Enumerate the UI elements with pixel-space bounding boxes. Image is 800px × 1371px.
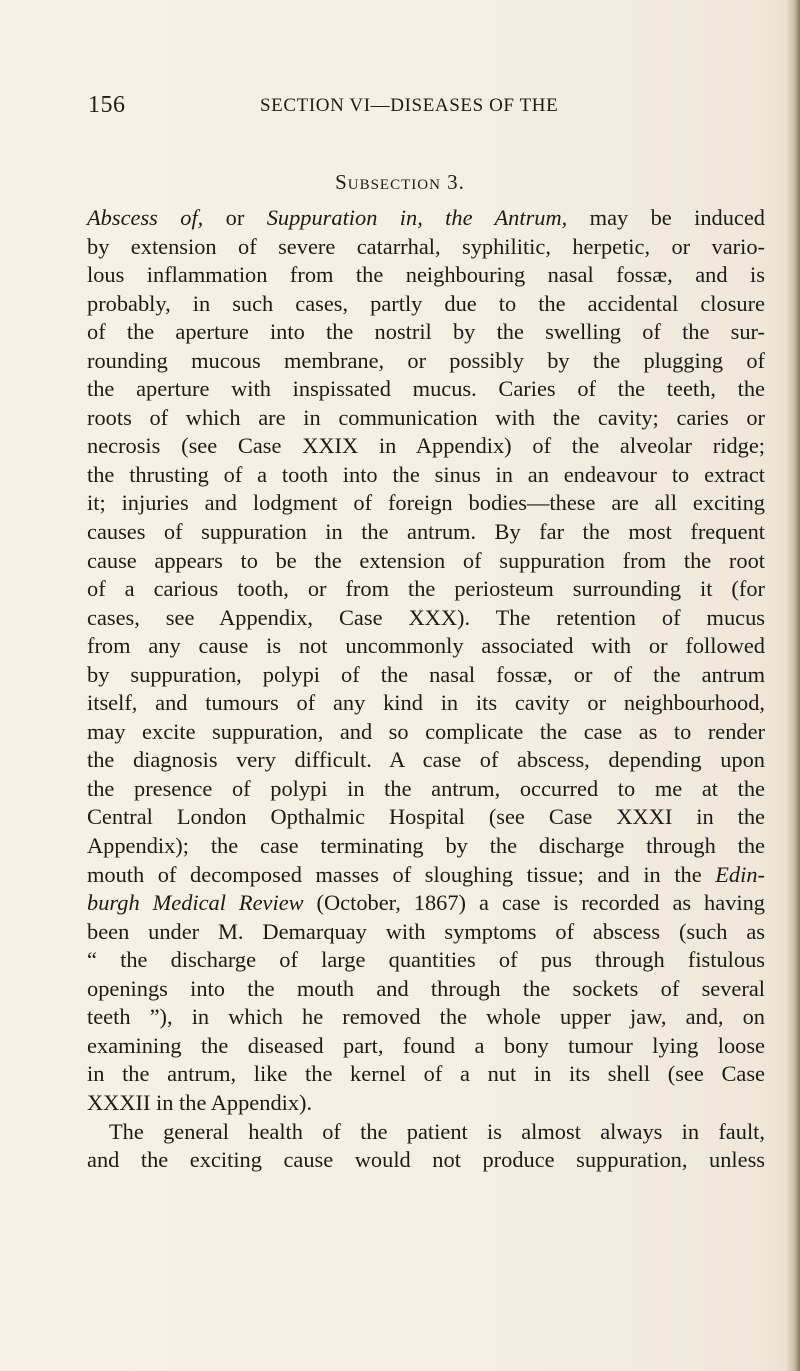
- text-run: probably, in such cases, partly due to the accidental closure: [87, 290, 765, 316]
- text-line: [87, 1003, 765, 1032]
- text-run: may excite suppuration, and so complicate the case as to render: [87, 718, 765, 744]
- text-run: Central London Opthalmic Hospital (see Case XXXI in the: [87, 804, 765, 830]
- text-line: [87, 432, 765, 461]
- text-run: teeth ”), in which he removed the whole upper jaw, and, on: [87, 1004, 765, 1030]
- page-number: 156: [88, 92, 126, 118]
- text-line: [87, 1032, 765, 1061]
- text-run: the thrusting of a tooth into the sinus in an endeavour to extract: [87, 461, 765, 487]
- italic-text: Suppuration in, the Antrum,: [266, 205, 568, 230]
- text-line: [87, 1118, 765, 1147]
- text-run: examining the diseased part, found a bony tumour lying loose: [87, 1032, 765, 1058]
- text-line: [87, 318, 765, 347]
- text-run: in the antrum, like the kernel of a nut in its shell (see Case: [87, 1061, 765, 1087]
- text-line: [87, 347, 765, 376]
- text-run: XXXII in the Appendix).: [87, 1089, 313, 1115]
- italic-text: burgh Medical Review: [87, 890, 304, 916]
- text-run: cases, see Appendix, Case XXX). The retention of mucus: [87, 604, 765, 630]
- text-run: itself, and tumours of any kind in its cavity or neighbourhood,: [87, 690, 765, 716]
- text-line: [87, 1146, 765, 1175]
- running-head-title: SECTION VI—DISEASES OF THE: [260, 95, 559, 116]
- page-edge-shadow: [786, 0, 800, 1371]
- text-line: [87, 489, 765, 518]
- text-line: [87, 718, 765, 747]
- text-line: [87, 832, 765, 861]
- text-run: by suppuration, polypi of the nasal fossæ, or of the antrum: [87, 661, 765, 687]
- text-run: may be induced: [567, 205, 765, 230]
- text-line: [87, 461, 765, 490]
- text-line: [87, 547, 765, 576]
- text-run: of the aperture into the nostril by the swelling of the sur-: [87, 319, 765, 345]
- text-run: Appendix); the case terminating by the discharge through the: [87, 833, 765, 859]
- text-line: [87, 575, 765, 604]
- text-line: [87, 746, 765, 775]
- text-run: by extension of severe catarrhal, syphilitic, herpetic, or vario-: [87, 233, 765, 259]
- text-run: it; injuries and lodgment of foreign bodies—these are all exciting: [87, 490, 765, 516]
- text-line: [87, 889, 765, 918]
- text-line: [87, 661, 765, 690]
- text-line: [87, 975, 765, 1004]
- text-run: been under M. Demarquay with symptoms of abscess (such as: [87, 918, 765, 944]
- text-run: causes of suppuration in the antrum. By far the most frequent: [87, 519, 765, 545]
- text-line: [87, 689, 765, 718]
- text-run: or: [203, 205, 267, 230]
- text-line: [87, 775, 765, 804]
- text-run: the aperture with inspissated mucus. Caries of the teeth, the: [87, 376, 765, 402]
- text-run: (October, 1867) a case is recorded as having: [303, 890, 765, 916]
- text-line: [87, 803, 765, 832]
- text-line: [87, 1060, 765, 1089]
- text-line: [87, 261, 765, 290]
- text-run: of a carious tooth, or from the periosteum surrounding it (for: [87, 576, 765, 602]
- italic-text: Edin-: [715, 861, 765, 887]
- text-run: openings into the mouth and through the sockets of several: [87, 975, 765, 1001]
- text-run: from any cause is not uncommonly associated with or followed: [87, 633, 765, 659]
- text-run: roots of which are in communication with the cavity; caries or: [87, 404, 765, 430]
- text-line: [87, 632, 765, 661]
- text-line: [87, 1089, 765, 1118]
- italic-text: Abscess of,: [87, 205, 204, 230]
- text-line: [87, 861, 765, 890]
- body-text: [87, 204, 765, 1175]
- text-line: [87, 233, 765, 262]
- text-run: the presence of polypi in the antrum, occurred to me at the: [87, 775, 765, 801]
- text-run: lous inflammation from the neighbouring nasal fossæ, and is: [87, 262, 765, 288]
- running-head: [88, 92, 764, 122]
- text-run: The general health of the patient is almost always in fault,: [109, 1118, 765, 1144]
- text-run: cause appears to be the extension of suppuration from the root: [87, 547, 765, 573]
- text-run: rounding mucous membrane, or possibly by the plugging of: [87, 347, 765, 373]
- text-run: the diagnosis very difficult. A case of abscess, depending upon: [87, 747, 765, 773]
- text-line: [87, 290, 765, 319]
- subsection-heading: Subsection 3.: [335, 170, 465, 194]
- text-run: “ the discharge of large quantities of pus through fistulous: [87, 947, 765, 973]
- text-line: [87, 204, 765, 233]
- text-line: [87, 404, 765, 433]
- text-run: necrosis (see Case XXIX in Appendix) of the alveolar ridge;: [87, 433, 765, 459]
- text-line: [87, 518, 765, 547]
- text-line: [87, 946, 765, 975]
- text-run: and the exciting cause would not produce suppuration, unless: [87, 1147, 765, 1173]
- text-line: [87, 375, 765, 404]
- text-line: [87, 604, 765, 633]
- text-run: mouth of decomposed masses of sloughing tissue; and in the: [87, 861, 716, 887]
- text-line: [87, 918, 765, 947]
